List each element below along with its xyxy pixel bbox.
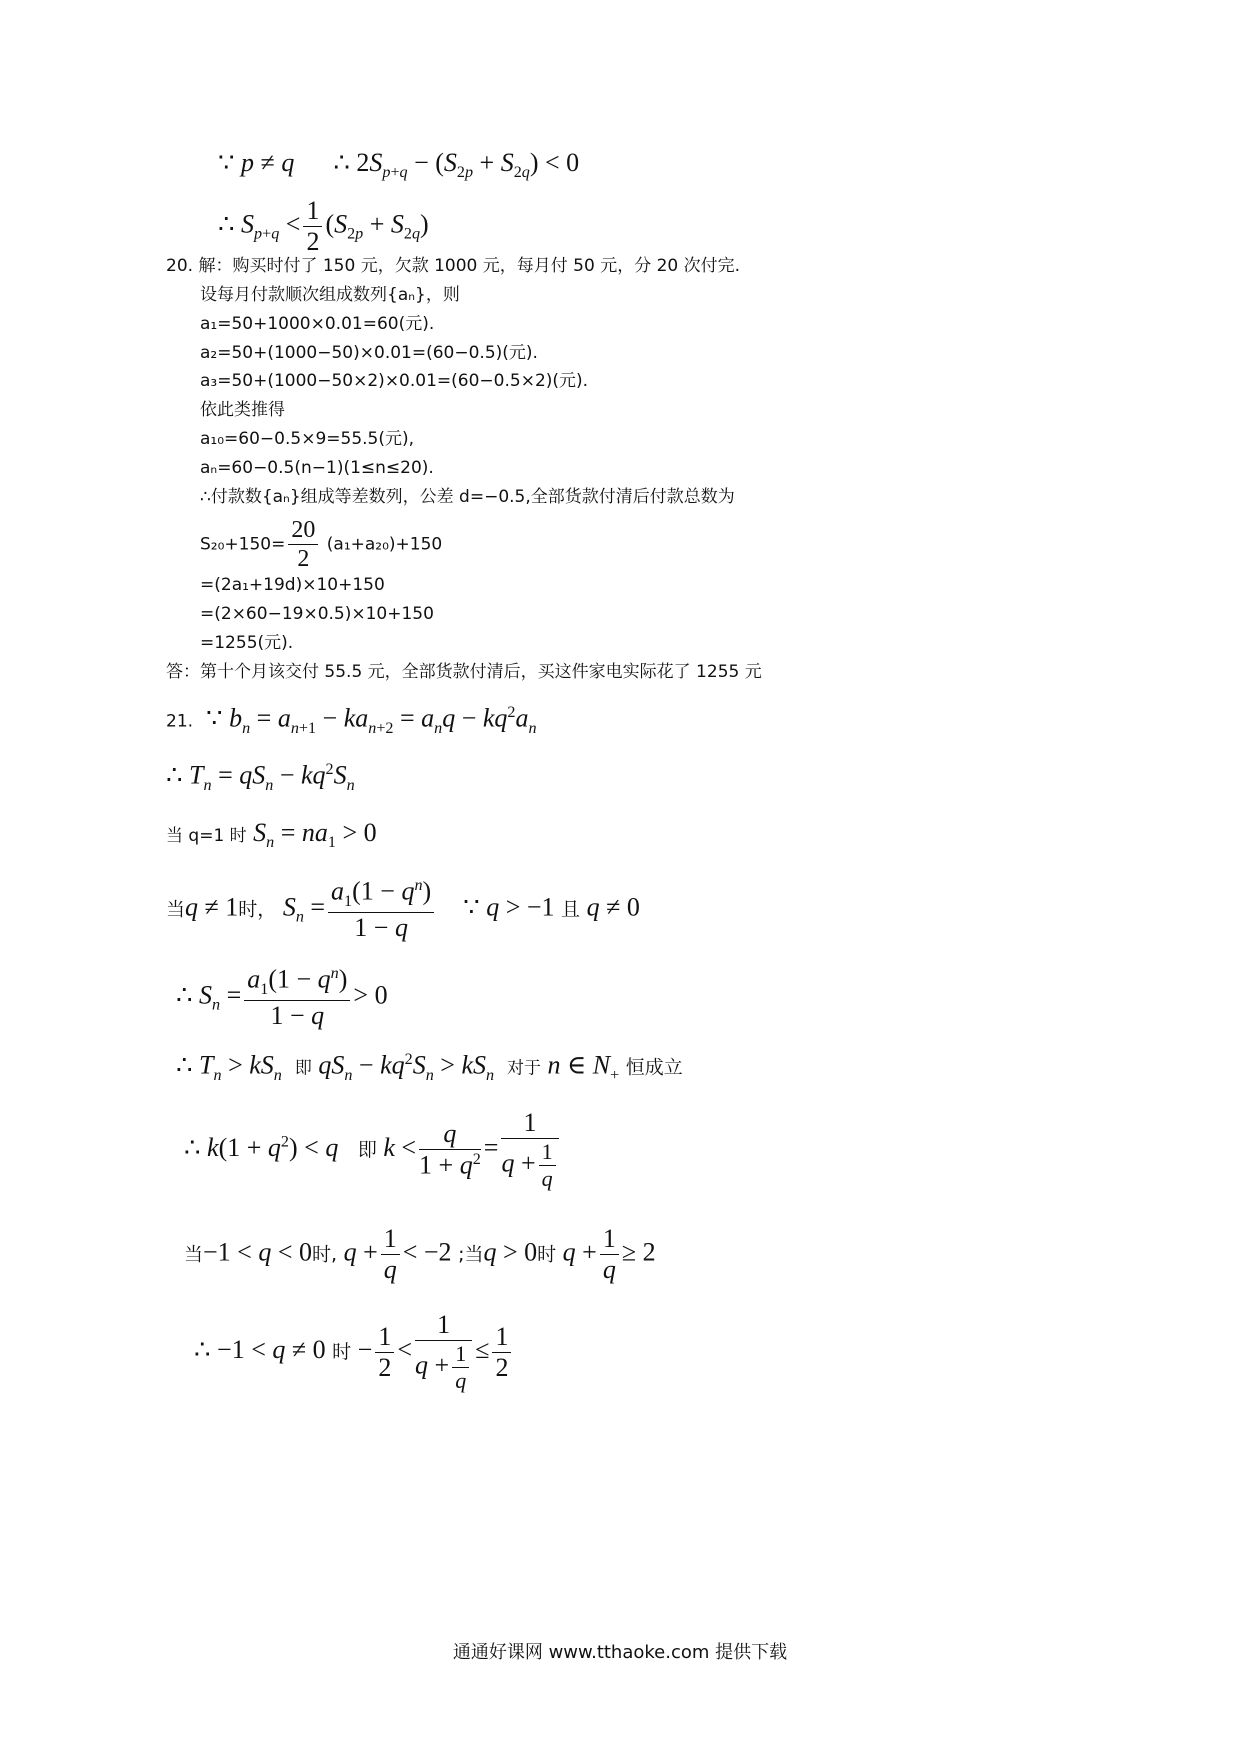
problem-21-line-6: ∴ $T_n > kS_n$ 即 $qS_n - kq^2S_n > kS_n$ 对于 n ∈ $N_+$ 恒成立	[176, 1050, 683, 1084]
problem-21-line-9: ∴ −1 < q ≠ 0 时 − $\frac{1}{2}$ < 1 q + $\frac{1}{q}$ ≤ $\frac{1}{2}$	[194, 1312, 514, 1392]
sum-right: (a₁+a₂₀)+150	[326, 534, 443, 555]
problem-20-heading: 20. 解：购买时付了 150 元，欠款 1000 元，每月付 50 元，分 20 次付完.	[166, 256, 741, 276]
problem-21-line-2: ∴ $T_n = qS_n - kq^2S_n$	[166, 760, 355, 794]
sum-fraction: $\frac{20}{2}$	[288, 518, 318, 571]
problem-20-line-3: a₂=50+(1000−50)×0.01=(60−0.5)(元).	[200, 343, 538, 363]
problem-20-answer: 答：第十个月该交付 55.5 元，全部货款付清后，买这件家电实际花了 1255 元	[166, 662, 762, 682]
problem-20-line-5: 依此类推得	[200, 400, 285, 420]
page-footer: 通通好课网 www.tthaoke.com 提供下载	[452, 1642, 788, 1663]
problem-20-line-10: =(2a₁+19d)×10+150	[200, 575, 385, 595]
problem-21-line-4: 当q ≠ 1时， $S_n$ = $\frac{a_1(1 - q^n)}{1 - q}$ ∵ q > −1 且 q ≠ 0	[166, 876, 640, 942]
problem-20-line-4: a₃=50+(1000−50×2)×0.01=(60−0.5×2)(元).	[200, 371, 589, 391]
problem-20-line-11: =(2×60−19×0.5)×10+150	[200, 604, 434, 624]
problem-20-sum-line	[200, 518, 442, 571]
problem-20-line-12: =1255(元).	[200, 633, 294, 653]
sum-left: S₂₀+150=	[200, 534, 286, 555]
problem-20-line-8: ∴付款数{aₙ}组成等差数列，公差 d=−0.5,全部货款付清后付款总数为	[200, 487, 735, 507]
problem-20-line-7: aₙ=60−0.5(n−1)(1≤n≤20).	[200, 458, 434, 478]
problem-21-line-5: ∴ $S_n$ = $\frac{a_1(1 - q^n)}{1 - q}$ > 0	[176, 964, 388, 1030]
problem-20-line-1: 设每月付款顺次组成数列{aₙ}，则	[200, 285, 460, 305]
formula-line-1: ∵ p ≠ q ∴ $2S_{p+q} - (S_{2p} + S_{2q}) < 0$	[218, 148, 580, 182]
problem-21-line-3: 当 q=1 时 $S_n = na_1 > 0$	[166, 818, 377, 852]
problem-20-line-2: a₁=50+1000×0.01=60(元).	[200, 314, 435, 334]
problem-20-line-6: a₁₀=60−0.5×9=55.5(元),	[200, 429, 415, 449]
problem-21-line-8: 当−1 < q < 0时, q + $\frac{1}{q}$ < −2 ;当q > 0时 q + $\frac{1}{q}$ ≥ 2	[184, 1224, 656, 1284]
problem-21-line-1: 21. ∵ $b_n = a_{n+1} - ka_{n+2} = a_nq - kq^2a_n$	[166, 703, 537, 737]
formula-line-2: ∴ $S_{p+q}$ < $\frac{1}{2}$ $(S_{2p} + S_{2q})$	[218, 196, 429, 256]
problem-21-line-7: ∴ $k(1 + q^2) < q$ 即 k < $\frac{q}{1 + q^2}$ = 1 q + $\frac{1}{q}$	[184, 1110, 562, 1190]
